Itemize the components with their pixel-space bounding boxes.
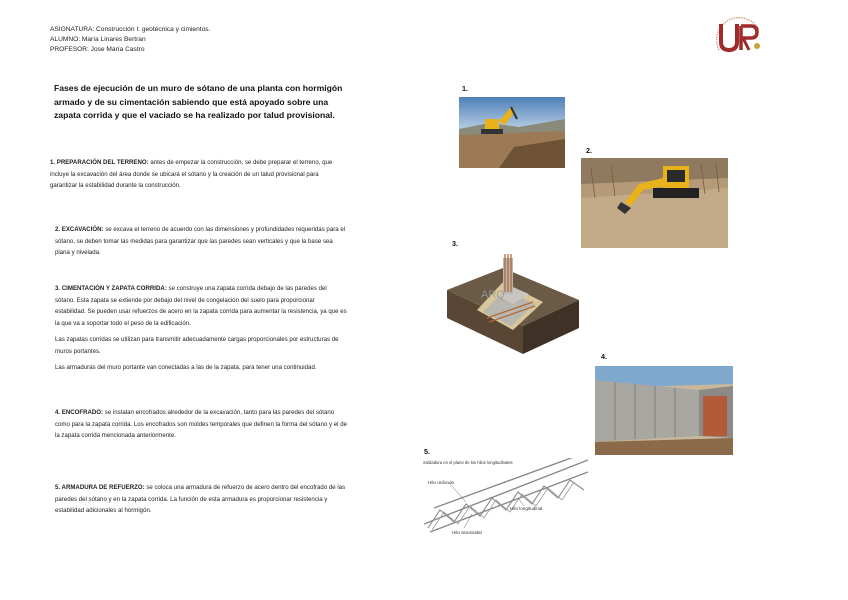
figure-3-footing-render (443, 252, 579, 354)
figure-5-label-sinusoidal: Hilo sinusoidal (452, 530, 482, 535)
section-text: se coloca una armadura de refuerzo de acero dentro del encofrado de las paredes del sótano y en la zapata corrida. La función de esta armadura es proporcionar resistencia y estabilidad adicionales al hormigón. (55, 484, 346, 514)
document-header (50, 25, 210, 55)
subject-line: ASIGNATURA: Construcción I: geotécnica y cimientos. (50, 26, 211, 33)
section-heading: 2. EXCAVACIÓN (55, 226, 102, 233)
figure-3-watermark: ARQ (481, 289, 505, 301)
section-text: Las armaduras del muro portante van conectadas a las de la zapata, para tener una continuidad. (55, 364, 317, 371)
section-cimentacion: 3. CIMENTACIÓN Y ZAPATA CORRIDA: se construye una zapata corrida debajo de las paredes del sótano. Esta zapata se extiende por debajo del nivel de congelación del suelo para proporcionar estabilidad. Se pueden usar refuerzos de acero en la zapata corrida para aumentar la resistencia, ya que es la que va a soportar todo el peso de la edificación. Las zapatas corridas se utilizan para transmitir adecuadamente cargas proporcionales por estructuras de muros portantes. Las armaduras del muro portante van conectadas a las de la zapata, para tener una continuidad. (55, 283, 347, 379)
section-encofrado: 4. ENCOFRADO: se instalan encofrados alrededor de la excavación, tanto para las paredes del sótano como para la zapata corrida. Los encofrados son moldes temporales que definen la forma del sótano y el de la zapata corrida mencionada anteriormente. (55, 409, 347, 439)
figure-1-label: 1. (462, 84, 468, 93)
section-text: se instalan encofrados alrededor de la excavación, tanto para las paredes del sótano como para la zapata corrida. Los encofrados son moldes temporales que definen la forma del sótano y el de la zapata corrida mencionada anteriormente. (55, 409, 347, 439)
figure-2-excavation-photo (581, 158, 728, 248)
section-text: se excava el terreno de acuerdo con las dimensiones y profundidades requeridas para el sótano, se deben tomar las medidas para garantizar que las paredes sean verticales y que la base sea plana y nivelada. (55, 226, 346, 256)
section-heading: 5. ARMADURA DE REFUERZO (55, 484, 143, 491)
section-heading: 4. ENCOFRADO (55, 409, 102, 416)
figure-2-label: 2. (586, 146, 592, 155)
figure-1-excavator-photo (459, 97, 565, 168)
section-preparacion: 1. PREPARACIÓN DEL TERRENO: antes de empezar la construcción, se debe preparar el terreno, que incluye la excavación del área donde se ubicará el sótano y la creación de un talud provisional para garantizar la estabilidad durante la construcción. (50, 159, 333, 189)
figure-4-formwork-photo (595, 366, 733, 455)
page-title: Fases de ejecución de un muro de sótano de una planta con hormigón armado y de su cimentación sabiendo que está apoyado sobre una zapata corrida y que el vaciado se ha realizado por talud provisional. (54, 83, 343, 120)
figure-5-lattice-girder-diagram (420, 458, 590, 538)
figure-4-label: 4. (601, 352, 607, 361)
section-text: antes de empezar la construcción, se debe preparar el terreno, que incluye la excavación del área donde se ubicará el sótano y la creación de un talud provisional para garantizar la estabilidad durante la construcción. (50, 159, 333, 189)
section-text: Las zapatas corridas se utilizan para transmitir adecuadamente cargas proporcionales por estructuras de muros portantes. (55, 336, 339, 355)
section-excavacion: 2. EXCAVACIÓN: se excava el terreno de acuerdo con las dimensiones y profundidades requeridas para el sótano, se deben tomar las medidas para garantizar que las paredes sean verticales y que la base sea plana y nivelada. (55, 226, 346, 256)
section-armadura: 5. ARMADURA DE REFUERZO: se coloca una armadura de refuerzo de acero dentro del encofrado de las paredes del sótano y en la zapata corrida. La función de esta armadura es proporcionar resistencia y estabilidad adicionales al hormigón. (55, 484, 346, 514)
figure-5-label: 5. (424, 447, 430, 456)
figure-5-label-redondo: Hilo redondo (428, 480, 455, 485)
student-line: ALUMNO: María Linares Bertran (50, 36, 146, 43)
figure-5-label-longitudinal: Hilo longitudinal (510, 506, 543, 511)
professor-line: PROFESOR: Jose María Castro (50, 46, 145, 53)
figure-5-caption: Soldadura en el plano de los hilos longitudinales (423, 460, 513, 465)
university-logo (707, 16, 771, 58)
section-heading: 1. PREPARACIÓN DEL TERRENO (50, 159, 147, 166)
section-text: se construye una zapata corrida debajo de las paredes del sótano. Esta zapata se extiende por debajo del nivel de congelación del suelo para proporcionar estabilidad. Se pueden usar refuerzos de acero en la zapata corrida para aumentar la resistencia, ya que es la que va a soportar todo el peso de la edificación. (55, 285, 347, 327)
figure-3-label: 3. (452, 239, 458, 248)
section-heading: 3. CIMENTACIÓN Y ZAPATA CORRIDA (55, 285, 165, 292)
